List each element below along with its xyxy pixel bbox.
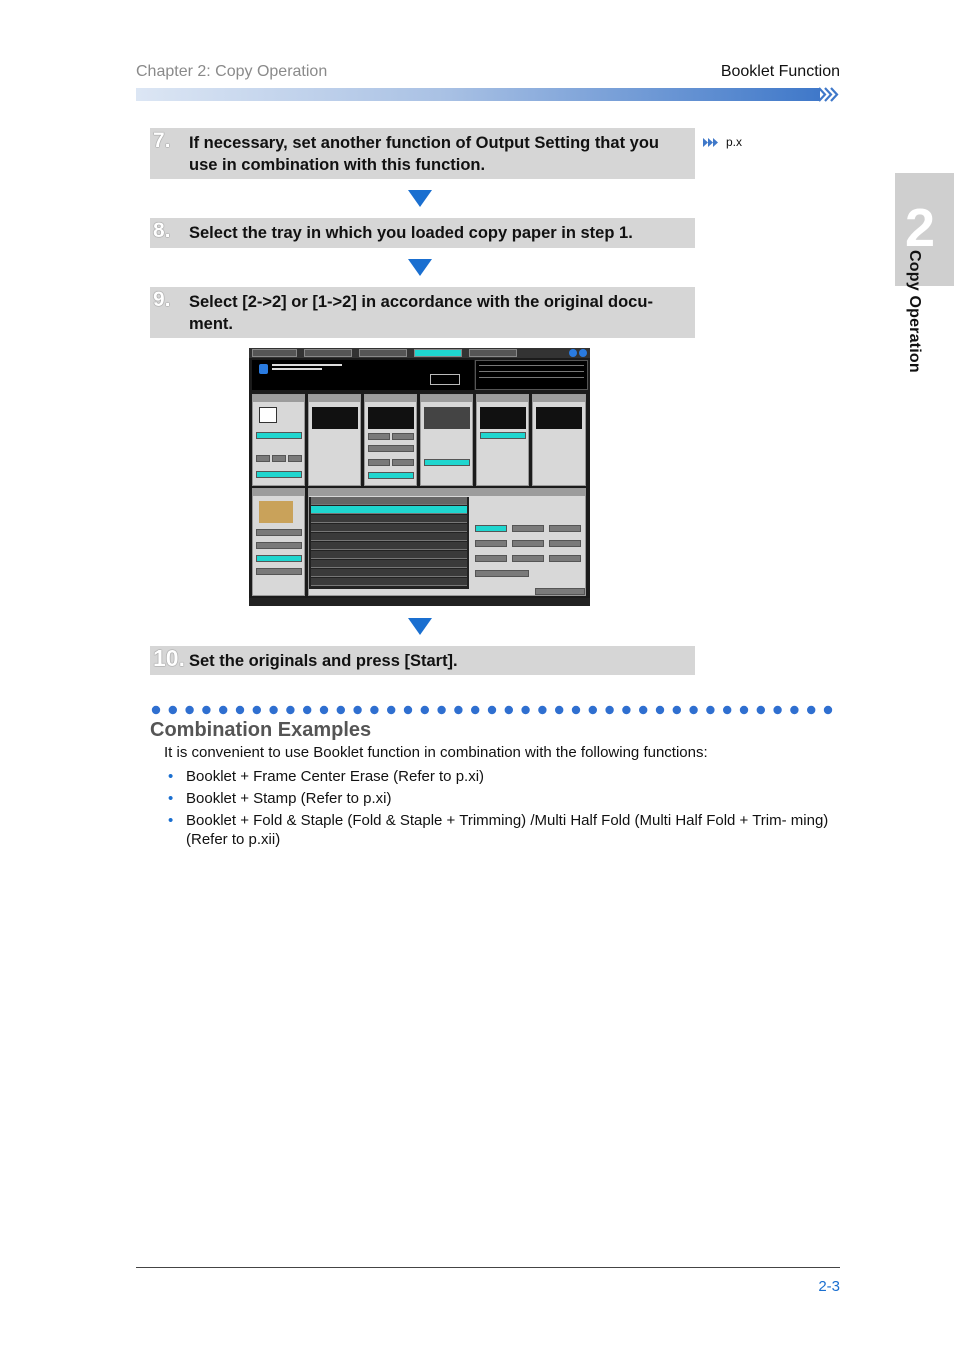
divider-dot [521, 706, 529, 714]
panel-col-original-setting [252, 394, 305, 486]
booklet-button[interactable] [480, 432, 526, 439]
help-icon[interactable] [579, 349, 587, 357]
divider-dot [303, 706, 311, 714]
divider-dot [353, 706, 361, 714]
step-text: Select [2->2] or [1->2] in accordance with the original docu- ment. [189, 293, 653, 333]
chapter-tab-label: Copy Operation [906, 250, 923, 373]
down-arrow-icon [408, 618, 432, 635]
divider-dot [404, 706, 412, 714]
header-gradient-bar [136, 88, 820, 101]
combination-list [168, 767, 838, 852]
panel-tab-copy[interactable] [414, 349, 462, 357]
list-item: • Booklet + Frame Center Erase (Refer to p.xi) [168, 767, 838, 786]
divider-dot [387, 706, 395, 714]
auto-zoom-button[interactable] [368, 472, 414, 479]
direction-button[interactable] [272, 455, 286, 462]
list-item: • Booklet + Stamp (Refer to p.xi) [168, 789, 838, 808]
divider-dot [538, 706, 546, 714]
divider-dot [723, 706, 731, 714]
paper-setting-button[interactable] [475, 570, 529, 577]
direction-button[interactable] [256, 455, 270, 462]
panel-tab-machine[interactable] [252, 349, 297, 357]
combination-examples-heading: Combination Examples [150, 719, 372, 741]
tray9-button[interactable] [549, 555, 581, 562]
divider-dot [437, 706, 445, 714]
step-number: 9. [153, 288, 171, 311]
panel-col-zoom [364, 394, 417, 486]
message-line [272, 364, 342, 366]
divider-dot [689, 706, 697, 714]
original-a-icon[interactable] [259, 407, 277, 423]
divider-dot [219, 706, 227, 714]
tray5-button[interactable] [512, 540, 544, 547]
tray1-button[interactable] [475, 525, 507, 532]
step-8 [150, 218, 695, 248]
tray-row[interactable] [311, 542, 467, 550]
panel-col-application [476, 394, 529, 486]
tray-row[interactable] [311, 524, 467, 532]
tray-row[interactable] [311, 560, 467, 568]
panel-color-column [252, 488, 305, 596]
tray4-button[interactable] [475, 540, 507, 547]
tray3-button[interactable] [549, 525, 581, 532]
divider-dot [673, 706, 681, 714]
panel-col-quality [308, 394, 361, 486]
tray-table-header [311, 497, 467, 505]
footer-rule [136, 1267, 840, 1268]
tray8-button[interactable] [512, 555, 544, 562]
divider-dot [505, 706, 513, 714]
tray-row[interactable] [311, 533, 467, 541]
application-icon[interactable] [480, 407, 526, 429]
tray-row[interactable] [311, 578, 467, 586]
combination-intro: It is convenient to use Booklet function in combination with the following functions: [164, 744, 708, 761]
panel-col-output-setting [532, 394, 586, 486]
zoom-plus-button[interactable] [392, 433, 414, 440]
divider-dot [807, 706, 815, 714]
info-divider [479, 377, 584, 378]
auto-color-button[interactable] [256, 568, 302, 575]
divider-dot [370, 706, 378, 714]
step-number: 10. [153, 645, 185, 671]
divider-dot [757, 706, 765, 714]
divider-dot [605, 706, 613, 714]
normal-button[interactable] [256, 471, 302, 478]
panel-top-bar [249, 348, 590, 358]
dotted-divider [150, 704, 840, 716]
direction-button[interactable] [288, 455, 302, 462]
divider-dot [286, 706, 294, 714]
down-arrow-icon [408, 259, 432, 276]
tray-row[interactable] [311, 506, 467, 514]
message-line [272, 368, 322, 370]
set-number-display [430, 374, 460, 385]
chevron-right-icon [818, 86, 842, 103]
panel-col-simplex-duplex [420, 394, 473, 486]
tray6-button[interactable] [549, 540, 581, 547]
divider-dot [169, 706, 177, 714]
duplex-icon[interactable] [424, 407, 470, 429]
tray-row[interactable] [311, 551, 467, 559]
info-icon [259, 364, 268, 374]
panel-tab-scan[interactable] [469, 349, 517, 357]
divider-dot [337, 706, 345, 714]
panel-status-bar [249, 598, 590, 606]
step-text: Set the originals and press [Start]. [189, 652, 458, 670]
divider-dot [589, 706, 597, 714]
info-divider [479, 371, 584, 372]
separate-scan-button[interactable] [256, 432, 302, 439]
step-10 [150, 646, 695, 675]
tray2-button[interactable] [512, 525, 544, 532]
hold-setting-button[interactable] [535, 588, 585, 595]
step-number: 7. [153, 129, 171, 152]
tray-row[interactable] [311, 569, 467, 577]
reference-link-text: p.x [726, 135, 743, 149]
divider-dot [253, 706, 261, 714]
divider-dot [152, 706, 160, 714]
divider-dot [824, 706, 832, 714]
divider-dot [790, 706, 798, 714]
panel-tab-job-list[interactable] [304, 349, 352, 357]
page-number: 2-3 [818, 1278, 840, 1295]
step-7 [150, 128, 695, 179]
info-icon[interactable] [569, 349, 577, 357]
info-divider [479, 365, 584, 366]
divider-dot [773, 706, 781, 714]
divider-dot [269, 706, 277, 714]
divider-dot [572, 706, 580, 714]
full-color-button[interactable] [256, 555, 302, 562]
panel-counter-area [475, 360, 588, 390]
divider-dot [488, 706, 496, 714]
divider-dot [185, 706, 193, 714]
divider-dot [202, 706, 210, 714]
divider-dot [740, 706, 748, 714]
section-title: Booklet Function [720, 63, 840, 80]
tray7-button[interactable] [475, 555, 507, 562]
control-panel-screenshot [249, 348, 590, 606]
divider-dot [421, 706, 429, 714]
divider-dot [454, 706, 462, 714]
panel-message-area [252, 360, 474, 390]
list-item: • Booklet + Fold & Staple (Fold & Staple + Trimming) /Multi Half Fold (Multi Half Fold + Trim- ming) (Refer to p.xii) [168, 811, 838, 849]
panel-paper-area [308, 488, 586, 596]
divider-dot [639, 706, 647, 714]
divider-dot [622, 706, 630, 714]
chapter-tab-number: 2 [904, 198, 936, 258]
tray-table [309, 497, 469, 589]
step-text: If necessary, set another function of Output Setting that you use in combination with this function. [189, 134, 659, 174]
step-text: Select the tray in which you loaded copy paper in step 1. [189, 224, 633, 242]
output-icon[interactable] [536, 407, 582, 429]
zoom-minus-button[interactable] [368, 433, 390, 440]
down-arrow-icon [408, 190, 432, 207]
divider-dot [656, 706, 664, 714]
step-number: 8. [153, 219, 171, 242]
zoom-display [368, 407, 414, 429]
duplex-mode-button[interactable] [424, 459, 470, 466]
divider-dot [706, 706, 714, 714]
reference-arrow-icon [702, 137, 720, 148]
tray-row[interactable] [311, 515, 467, 523]
divider-dot [471, 706, 479, 714]
divider-dot [236, 706, 244, 714]
divider-dot [320, 706, 328, 714]
reference-link[interactable] [702, 135, 742, 149]
divider-dot [555, 706, 563, 714]
chapter-title: Chapter 2: Copy Operation [136, 63, 328, 80]
color-image-icon [259, 501, 293, 523]
step-9 [150, 287, 695, 338]
panel-tab-hdd[interactable] [359, 349, 407, 357]
